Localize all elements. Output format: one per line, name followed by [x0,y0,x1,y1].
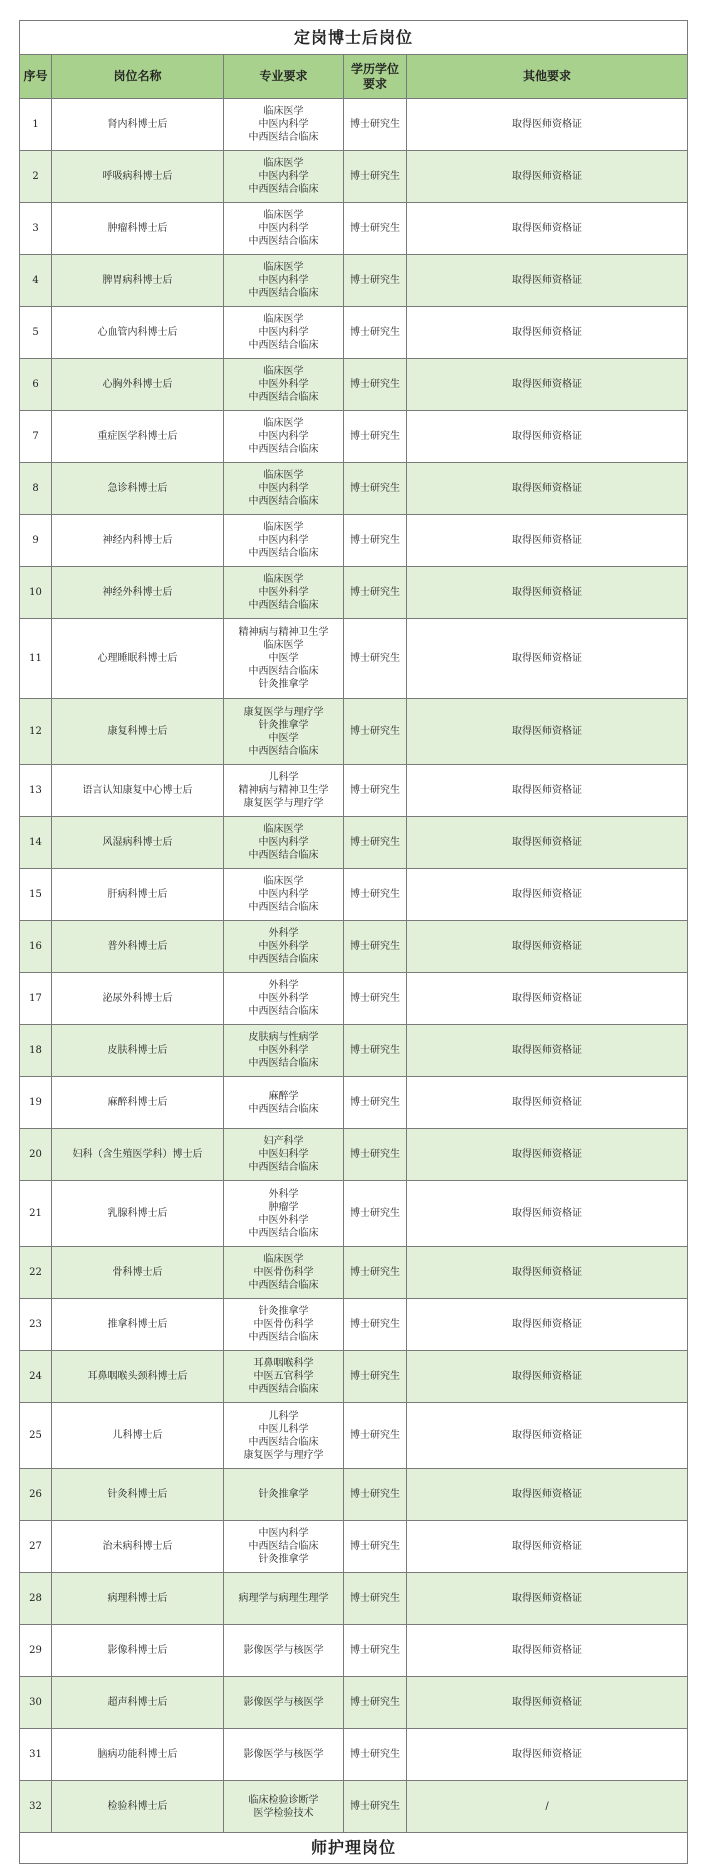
major-item: 临床医学 [263,522,304,533]
table-row [20,817,688,869]
row-number: 32 [20,1781,52,1833]
major-requirements [224,255,344,307]
table-header-row [20,55,688,99]
table-body [20,99,688,1833]
row-number: 31 [20,1729,52,1781]
major-item: 中西医结合临床 [248,444,319,455]
major-item: 中西医结合临床 [248,902,319,913]
position-name: 神经外科博士后 [52,567,224,619]
row-number: 18 [20,1025,52,1077]
major-item: 中医内科学 [258,223,309,234]
other-requirement: / [407,1781,688,1833]
major-item: 影像医学与核医学 [243,1645,324,1656]
degree-requirement: 博士研究生 [344,359,407,411]
major-item: 临床医学 [263,262,304,273]
row-number: 2 [20,151,52,203]
major-item: 麻醉学 [268,1090,299,1102]
major-item: 中医内科学 [258,327,309,338]
table-row [20,463,688,515]
degree-requirement: 博士研究生 [344,1625,407,1677]
degree-requirement: 博士研究生 [344,463,407,515]
position-name: 急诊科博士后 [52,463,224,515]
major-item: 儿科学 [268,772,299,783]
major-item: 中医外科学 [258,941,309,952]
other-requirement: 取得医师资格证 [407,1129,688,1181]
row-number: 19 [20,1077,52,1129]
major-item: 临床医学 [263,366,304,377]
major-requirements [224,515,344,567]
major-item: 中医骨伤科学 [253,1319,314,1330]
major-requirements [224,1299,344,1351]
position-name: 泌尿外科博士后 [52,973,224,1025]
major-item: 中西医结合临床 [248,236,319,247]
degree-requirement: 博士研究生 [344,619,407,699]
major-item: 外科学 [268,980,299,991]
major-item: 临床医学 [263,418,304,429]
next-section-title: 师护理岗位 [20,1833,688,1864]
degree-requirement: 博士研究生 [344,869,407,921]
table-row [20,1573,688,1625]
major-requirements [224,1573,344,1625]
table-title: 定岗博士后岗位 [20,21,688,55]
major-item: 中医学 [268,653,299,664]
row-number: 30 [20,1677,52,1729]
position-name: 肾内科博士后 [52,99,224,151]
major-requirements [224,1521,344,1573]
major-item: 中医内科学 [258,171,309,182]
degree-requirement: 博士研究生 [344,1677,407,1729]
major-item: 中西医结合临床 [248,1162,319,1173]
major-item: 精神病与精神卫生学 [238,627,329,638]
degree-requirement: 博士研究生 [344,99,407,151]
degree-requirement: 博士研究生 [344,1781,407,1833]
table-row [20,921,688,973]
major-item: 中医内科学 [258,119,309,130]
position-name: 脾胃病科博士后 [52,255,224,307]
major-item: 中西医结合临床 [248,1280,319,1291]
major-item: 中医外科学 [258,587,309,598]
position-name: 骨科博士后 [52,1247,224,1299]
other-requirement: 取得医师资格证 [407,359,688,411]
table-row [20,1181,688,1247]
other-requirement: 取得医师资格证 [407,1729,688,1781]
position-name: 神经内科博士后 [52,515,224,567]
major-item: 临床医学 [263,1254,304,1265]
position-name: 推拿科博士后 [52,1299,224,1351]
major-requirements [224,1181,344,1247]
major-item: 针灸推拿学 [258,719,309,731]
major-item: 康复医学与理疗学 [243,706,324,718]
major-item: 中西医结合临床 [248,666,319,677]
position-name: 治未病科博士后 [52,1521,224,1573]
major-requirements [224,203,344,255]
major-item: 针灸推拿学 [258,1489,309,1500]
position-name: 肿瘤科博士后 [52,203,224,255]
degree-requirement: 博士研究生 [344,1351,407,1403]
other-requirement: 取得医师资格证 [407,1077,688,1129]
major-item: 中西医结合临床 [248,1058,319,1069]
row-number: 12 [20,699,52,765]
major-item: 中医学 [268,732,299,744]
major-item: 影像医学与核医学 [243,1749,324,1760]
major-item: 临床医学 [263,314,304,325]
table-row [20,1729,688,1781]
other-requirement: 取得医师资格证 [407,1403,688,1469]
other-requirement: 取得医师资格证 [407,921,688,973]
major-item: 中西医结合临床 [248,288,319,299]
row-number: 28 [20,1573,52,1625]
major-item: 临床医学 [263,210,304,221]
other-requirement: 取得医师资格证 [407,973,688,1025]
degree-requirement: 博士研究生 [344,1247,407,1299]
table-row [20,699,688,765]
row-number: 16 [20,921,52,973]
major-item: 中西医结合临床 [248,1227,319,1239]
position-name: 麻醉科博士后 [52,1077,224,1129]
degree-requirement: 博士研究生 [344,921,407,973]
other-requirement: 取得医师资格证 [407,567,688,619]
position-name: 针灸科博士后 [52,1469,224,1521]
degree-requirement: 博士研究生 [344,1403,407,1469]
degree-requirement: 博士研究生 [344,765,407,817]
major-item: 中西医结合临床 [248,548,319,559]
major-item: 中医内科学 [258,483,309,494]
col-header-name: 岗位名称 [52,55,224,99]
major-item: 中西医结合临床 [248,1006,319,1017]
position-name: 皮肤科博士后 [52,1025,224,1077]
position-name: 心理睡眠科博士后 [52,619,224,699]
postdoc-table-sheet [19,20,687,1864]
major-item: 耳鼻咽喉科学 [253,1358,314,1369]
table-row [20,973,688,1025]
major-item: 中医外科学 [258,379,309,390]
major-requirements [224,99,344,151]
other-requirement: 取得医师资格证 [407,1677,688,1729]
major-requirements [224,1729,344,1781]
major-item: 临床医学 [263,106,304,117]
major-requirements [224,1469,344,1521]
major-item: 中西医结合临床 [248,184,319,195]
major-requirements [224,1129,344,1181]
row-number: 29 [20,1625,52,1677]
major-item: 临床医学 [263,574,304,585]
major-item: 中医内科学 [258,837,309,848]
position-name: 影像科博士后 [52,1625,224,1677]
other-requirement: 取得医师资格证 [407,411,688,463]
row-number: 9 [20,515,52,567]
other-requirement: 取得医师资格证 [407,1181,688,1247]
major-item: 外科学 [268,928,299,939]
major-item: 中西医结合临床 [248,496,319,507]
degree-requirement: 博士研究生 [344,307,407,359]
major-item: 病理学与病理生理学 [238,1593,329,1604]
col-header-no: 序号 [20,55,52,99]
position-name: 脑病功能科博士后 [52,1729,224,1781]
major-item: 中医妇科学 [258,1149,309,1160]
row-number: 6 [20,359,52,411]
table-row [20,515,688,567]
major-item: 针灸推拿学 [258,679,309,690]
major-requirements [224,1403,344,1469]
major-requirements [224,463,344,515]
table-row [20,203,688,255]
major-requirements [224,307,344,359]
other-requirement: 取得医师资格证 [407,1025,688,1077]
major-item: 临床检验诊断学 [248,1794,319,1806]
table-row [20,1299,688,1351]
degree-requirement: 博士研究生 [344,973,407,1025]
degree-requirement: 博士研究生 [344,1573,407,1625]
row-number: 8 [20,463,52,515]
row-number: 13 [20,765,52,817]
table-row [20,765,688,817]
col-header-major: 专业要求 [224,55,344,99]
table-row [20,255,688,307]
other-requirement: 取得医师资格证 [407,151,688,203]
major-item: 针灸推拿学 [258,1306,309,1317]
row-number: 7 [20,411,52,463]
other-requirement: 取得医师资格证 [407,515,688,567]
major-requirements [224,619,344,699]
major-item: 临床医学 [263,824,304,835]
major-item: 儿科学 [268,1410,299,1422]
major-item: 临床医学 [263,158,304,169]
major-item: 中医内科学 [258,431,309,442]
other-requirement: 取得医师资格证 [407,1521,688,1573]
degree-requirement: 博士研究生 [344,1469,407,1521]
row-number: 3 [20,203,52,255]
major-requirements [224,869,344,921]
major-item: 精神病与精神卫生学 [238,785,329,796]
position-name: 语言认知康复中心博士后 [52,765,224,817]
position-name: 心血管内科博士后 [52,307,224,359]
other-requirement: 取得医师资格证 [407,699,688,765]
table-row [20,567,688,619]
major-item: 医学检验技术 [253,1807,314,1819]
degree-requirement: 博士研究生 [344,1299,407,1351]
position-name: 风湿病科博士后 [52,817,224,869]
degree-requirement: 博士研究生 [344,1129,407,1181]
degree-requirement: 博士研究生 [344,1077,407,1129]
major-item: 中西医结合临床 [248,1384,319,1395]
major-item: 中医外科学 [258,1045,309,1056]
position-name: 耳鼻咽喉头颈科博士后 [52,1351,224,1403]
row-number: 20 [20,1129,52,1181]
other-requirement: 取得医师资格证 [407,619,688,699]
major-requirements [224,151,344,203]
row-number: 15 [20,869,52,921]
position-name: 乳腺科博士后 [52,1181,224,1247]
table-row [20,359,688,411]
row-number: 17 [20,973,52,1025]
col-header-other: 其他要求 [407,55,688,99]
major-item: 中西医结合临床 [248,132,319,143]
other-requirement: 取得医师资格证 [407,1469,688,1521]
other-requirement: 取得医师资格证 [407,99,688,151]
position-name: 超声科博士后 [52,1677,224,1729]
row-number: 23 [20,1299,52,1351]
other-requirement: 取得医师资格证 [407,463,688,515]
major-item: 中西医结合临床 [248,1332,319,1343]
major-item: 中医内科学 [258,275,309,286]
degree-requirement: 博士研究生 [344,1521,407,1573]
major-requirements [224,1677,344,1729]
degree-requirement: 博士研究生 [344,699,407,765]
position-name: 肝病科博士后 [52,869,224,921]
major-requirements [224,921,344,973]
major-item: 肿瘤学 [268,1201,299,1213]
major-requirements [224,1781,344,1833]
row-number: 10 [20,567,52,619]
table-row [20,1521,688,1573]
major-requirements [224,817,344,869]
row-number: 22 [20,1247,52,1299]
other-requirement: 取得医师资格证 [407,765,688,817]
other-requirement: 取得医师资格证 [407,1625,688,1677]
major-item: 临床医学 [263,470,304,481]
postdoc-positions-table [19,20,688,1864]
major-item: 中医内科学 [258,535,309,546]
major-requirements [224,1351,344,1403]
table-row [20,1247,688,1299]
other-requirement: 取得医师资格证 [407,1573,688,1625]
table-row [20,1077,688,1129]
row-number: 25 [20,1403,52,1469]
row-number: 5 [20,307,52,359]
row-number: 4 [20,255,52,307]
position-name: 儿科博士后 [52,1403,224,1469]
major-item: 中西医结合临床 [248,1436,319,1448]
row-number: 14 [20,817,52,869]
major-item: 中医内科学 [258,889,309,900]
major-item: 皮肤病与性病学 [248,1032,319,1043]
position-name: 检验科博士后 [52,1781,224,1833]
major-item: 影像医学与核医学 [243,1697,324,1708]
degree-requirement: 博士研究生 [344,817,407,869]
major-item: 中医内科学 [258,1528,309,1539]
row-number: 27 [20,1521,52,1573]
major-requirements [224,1625,344,1677]
row-number: 21 [20,1181,52,1247]
other-requirement: 取得医师资格证 [407,307,688,359]
row-number: 26 [20,1469,52,1521]
table-row [20,1351,688,1403]
table-row [20,1129,688,1181]
major-item: 中西医结合临床 [248,600,319,611]
degree-requirement: 博士研究生 [344,515,407,567]
row-number: 1 [20,99,52,151]
major-item: 康复医学与理疗学 [243,798,324,809]
degree-requirement: 博士研究生 [344,1729,407,1781]
major-item: 针灸推拿学 [258,1554,309,1565]
major-item: 中医五官科学 [253,1371,314,1382]
major-item: 中西医结合临床 [248,1541,319,1552]
major-requirements [224,411,344,463]
table-row [20,151,688,203]
major-item: 康复医学与理疗学 [243,1449,324,1461]
other-requirement: 取得医师资格证 [407,203,688,255]
major-requirements [224,699,344,765]
col-header-degree [344,55,407,99]
major-requirements [224,1077,344,1129]
table-row [20,1781,688,1833]
position-name: 呼吸病科博士后 [52,151,224,203]
major-item: 临床医学 [263,640,304,651]
row-number: 11 [20,619,52,699]
table-row [20,1403,688,1469]
major-requirements [224,765,344,817]
major-item: 中西医结合临床 [248,392,319,403]
other-requirement: 取得医师资格证 [407,1247,688,1299]
degree-requirement: 博士研究生 [344,1025,407,1077]
degree-requirement: 博士研究生 [344,151,407,203]
major-item: 外科学 [268,1188,299,1200]
major-item: 临床医学 [263,876,304,887]
row-number: 24 [20,1351,52,1403]
major-requirements [224,1247,344,1299]
major-item: 中医外科学 [258,993,309,1004]
table-row [20,1677,688,1729]
other-requirement: 取得医师资格证 [407,1351,688,1403]
table-row [20,1625,688,1677]
position-name: 康复科博士后 [52,699,224,765]
table-row [20,869,688,921]
major-requirements [224,567,344,619]
other-requirement: 取得医师资格证 [407,1299,688,1351]
major-requirements [224,359,344,411]
major-requirements [224,1025,344,1077]
major-item: 中西医结合临床 [248,850,319,861]
major-item: 中西医结合临床 [248,954,319,965]
col-header-degree-text: 学历学位 要求 [350,61,399,91]
table-row [20,1025,688,1077]
major-item: 中西医结合临床 [248,340,319,351]
position-name: 重症医学科博士后 [52,411,224,463]
other-requirement: 取得医师资格证 [407,817,688,869]
table-row [20,411,688,463]
position-name: 妇科（含生殖医学科）博士后 [52,1129,224,1181]
major-item: 中医骨伤科学 [253,1267,314,1278]
major-requirements [224,973,344,1025]
major-item: 中医儿科学 [258,1423,309,1435]
degree-requirement: 博士研究生 [344,567,407,619]
major-item: 中西医结合临床 [248,745,319,757]
position-name: 心胸外科博士后 [52,359,224,411]
position-name: 病理科博士后 [52,1573,224,1625]
major-item: 中西医结合临床 [248,1103,319,1115]
other-requirement: 取得医师资格证 [407,255,688,307]
other-requirement: 取得医师资格证 [407,869,688,921]
table-row [20,619,688,699]
table-row [20,1469,688,1521]
table-row [20,307,688,359]
major-item: 中医外科学 [258,1214,309,1226]
table-row [20,99,688,151]
degree-requirement: 博士研究生 [344,1181,407,1247]
position-name: 普外科博士后 [52,921,224,973]
degree-requirement: 博士研究生 [344,203,407,255]
major-item: 妇产科学 [263,1136,304,1147]
degree-requirement: 博士研究生 [344,411,407,463]
degree-requirement: 博士研究生 [344,255,407,307]
